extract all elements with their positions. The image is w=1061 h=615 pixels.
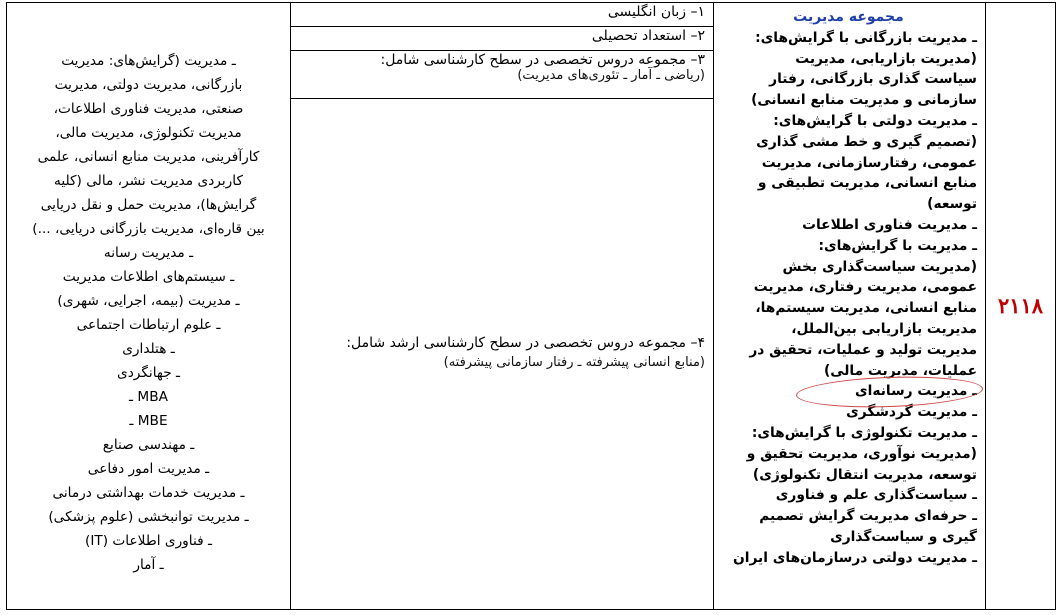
subject-aptitude-text: ۲– استعداد تحصیلی [591, 28, 705, 44]
field-line: توسعه) [927, 196, 977, 213]
field-line: توسعه، مدیریت انتقال تکنولوژی) [752, 466, 977, 483]
field-line: ـ مدیریت دولتی درسازمان‌های ایران [732, 549, 977, 566]
subject-english [291, 3, 713, 27]
field-line: سازمانی و مدیریت منابع انسانی) [751, 92, 977, 109]
prereq-line: MBE ـ [129, 413, 168, 429]
fields-title: مجموعه مدیریت [793, 9, 904, 25]
subject-aptitude [291, 27, 713, 51]
fields-list [720, 7, 977, 569]
field-line: ـ سیاست‌گذاری علم و فناوری [775, 487, 977, 504]
field-code: ۲۱۱۸ [997, 293, 1044, 318]
prereq-line: ـ آمار [133, 557, 164, 573]
field-line: ـ مدیریت با گرایش‌های: [818, 237, 977, 254]
prereq-line: بازرگانی، مدیریت دولتی، مدیریت [54, 77, 243, 93]
field-line: ـ مدیریت فناوری اطلاعات [802, 216, 977, 233]
prereq-line: ـ مدیریت (گرایش‌های: مدیریت [61, 53, 236, 69]
field-line: ـ مدیریت گردشگری [846, 404, 977, 421]
field-line-circled [720, 381, 977, 402]
prerequisite-list [17, 49, 280, 577]
field-line: ـ مدیریت تکنولوژی با گرایش‌های: [751, 424, 977, 441]
prereq-line: صنعتی، مدیریت فناوری اطلاعات، [53, 101, 244, 117]
field-line: (مدیریت بازاریابی، مدیریت [795, 50, 977, 67]
subject-english-text: ۱– زبان انگلیسی [607, 4, 705, 20]
subject-bachelor-text: ۳– مجموعه دروس تخصصی در سطح کارشناسی شامل: [380, 52, 705, 68]
subject-bachelor-detail: (ریاضی ـ آمار ـ تئوری‌های مدیریت) [517, 68, 705, 83]
field-line: (مدیریت سیاست‌گذاری بخش [782, 258, 977, 275]
prerequisite-fields-column [5, 3, 290, 609]
subject-bachelor-courses [291, 51, 713, 99]
prereq-line: بین قاره‌ای، مدیریت بازرگانی دریایی، ...) [32, 221, 265, 237]
field-line: گیری و سیاست‌گذاری [830, 528, 977, 545]
requirements-table [6, 2, 1056, 610]
prereq-line: ـ هتلداری [122, 341, 175, 357]
field-line: منابع انسانی، مدیریت تطبیقی و [757, 175, 977, 192]
subject-master-detail: (منابع انسانی پیشرفته ـ رفتار سازمانی پیشرفته) [443, 355, 705, 370]
field-line: ـ حرفه‌ای مدیریت گرایش تصمیم [759, 508, 977, 525]
field-line: سیاست گذاری بازرگانی، رفتار [769, 71, 977, 88]
prereq-line: ـ فناوری اطلاعات (IT) [84, 533, 213, 549]
prereq-line: ـ مدیریت خدمات بهداشتی درمانی [52, 485, 245, 501]
prereq-line: ـ مدیریت (بیمه، اجرایی، شهری) [57, 293, 240, 309]
field-line: منابع انسانی، مدیریت سیستم‌ها، [755, 300, 977, 317]
prereq-line: ـ مدیریت توانبخشی (علوم پزشکی) [48, 509, 249, 525]
field-line: ـ مدیریت دولتی با گرایش‌های: [773, 112, 977, 129]
field-line: (تصمیم گیری و خط مشی گذاری [756, 133, 977, 150]
prereq-line: گرایش‌ها)، مدیریت حمل و نقل دریایی [40, 197, 257, 213]
field-line: مدیریت بازاریابی بین‌الملل، [791, 320, 977, 337]
prereq-line: ـ جهانگردی [116, 365, 181, 381]
subject-master-text: ۴– مجموعه دروس تخصصی در سطح کارشناسی ارشد شامل: [346, 335, 705, 351]
field-line: مدیریت تولید و عملیات، تحقیق در [749, 341, 977, 358]
prereq-line: MBA ـ [129, 389, 168, 405]
prereq-line: کاربردی مدیریت نشر، مالی (کلیه [54, 173, 243, 189]
fields-column [713, 3, 985, 609]
prereq-line: ـ مدیریت امور دفاعی [87, 461, 210, 477]
field-line: عمومی، رفتارسازمانی، مدیریت [761, 154, 977, 171]
prereq-line: ـ سیستم‌های اطلاعات مدیریت [62, 269, 235, 285]
circled-field-text: ـ مدیریت رسانه‌ای [855, 383, 977, 400]
prereq-line: ـ مدیریت رسانه [103, 245, 194, 261]
exam-subjects-column [290, 3, 713, 609]
prereq-line: مدیریت تکنولوژی، مدیریت مالی، [55, 125, 242, 141]
prereq-line: کارآفرینی، مدیریت منابع انسانی، علمی [37, 149, 260, 165]
code-column [985, 3, 1055, 609]
prereq-line: ـ علوم ارتباطات اجتماعی [76, 317, 221, 333]
field-line: عمومی، مدیریت رفتاری، مدیریت [753, 279, 977, 296]
subject-master-courses [291, 333, 713, 373]
field-line: ـ مدیریت بازرگانی با گرایش‌های: [755, 29, 977, 46]
field-line: عملیات، مدیریت مالی) [823, 362, 977, 379]
prereq-line: ـ مهندسی صنایع [102, 437, 195, 453]
field-line: (مدیریت نوآوری، مدیریت تحقیق و [746, 445, 977, 462]
